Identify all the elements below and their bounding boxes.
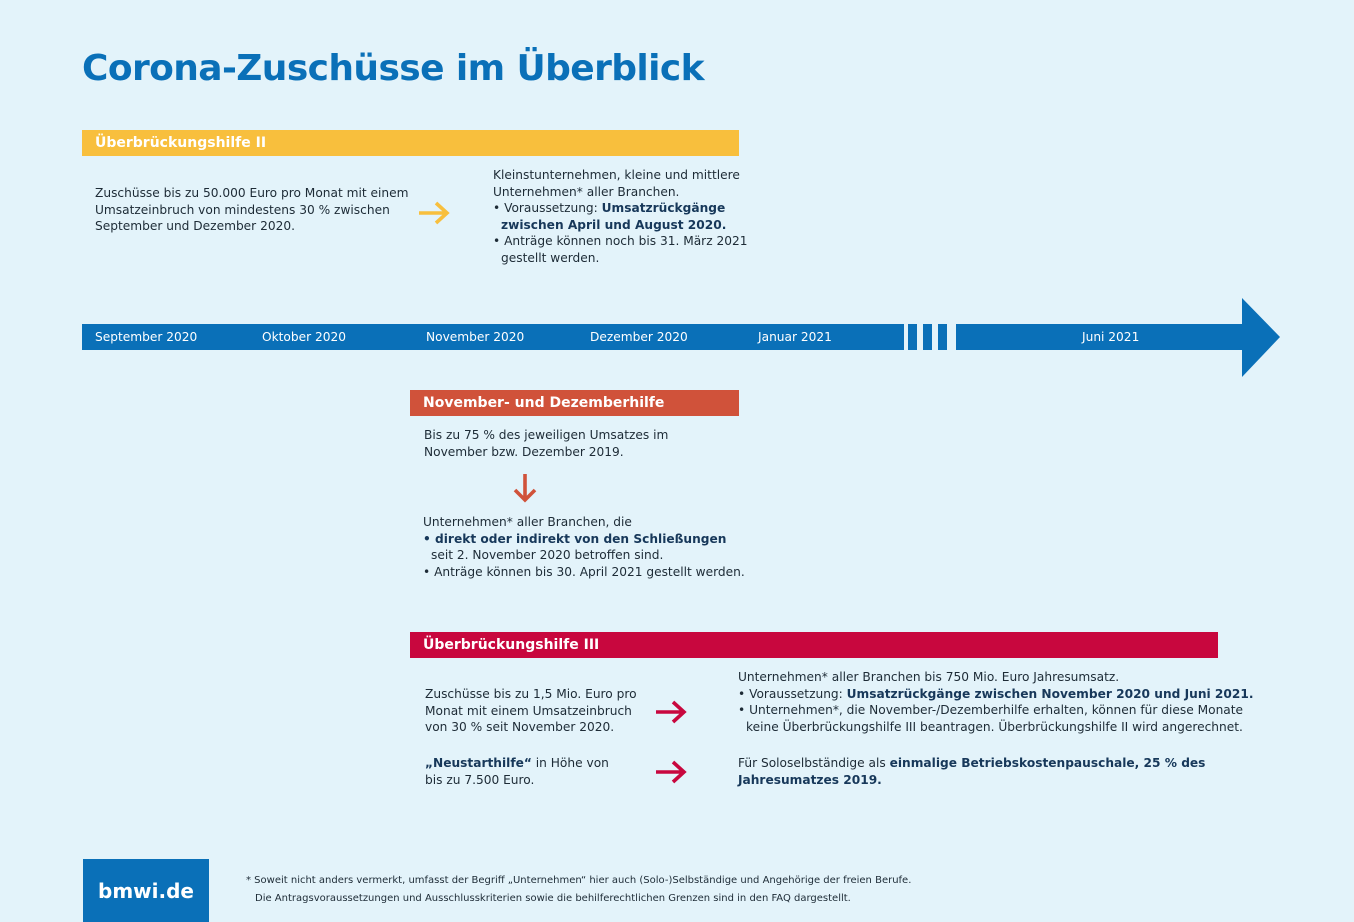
section-header-label: Überbrückungshilfe III — [423, 637, 600, 653]
text-line: Für Soloselbständige als einmalige Betriebskostenpauschale, 25 % des — [738, 756, 1206, 770]
footnote: Die Antragsvoraussetzungen und Ausschlusskriterien sowie die behilferechtlichen Grenzen sind in den FAQ dargestellt. — [255, 893, 851, 904]
arrow-down-icon — [511, 472, 539, 504]
text-line: von 30 % seit November 2020. — [425, 720, 615, 734]
timeline-label-dezember-2020: Dezember 2020 — [590, 330, 688, 344]
section-header-label: Überbrückungshilfe II — [95, 135, 267, 151]
section3-right2-text — [738, 755, 1205, 788]
text-line: Unternehmen* aller Branchen bis 750 Mio. Euro Jahresumsatz. — [738, 670, 1120, 684]
text-line: Zuschüsse bis zu 50.000 Euro pro Monat mit einem — [95, 186, 409, 200]
closure-bullet: • direkt oder indirekt von den Schließungen — [423, 531, 727, 546]
text-line: September und Dezember 2020. — [95, 219, 295, 233]
deadline-bullet-cont: gestellt werden. — [501, 250, 600, 265]
text-line: Unternehmen* aller Branchen, die — [423, 515, 632, 529]
exclusion-bullet-cont: keine Überbrückungshilfe III beantragen. Überbrückungshilfe II wird angerechnet. — [746, 719, 1243, 734]
text-line: Zuschüsse bis zu 1,5 Mio. Euro pro — [425, 687, 637, 701]
text-line: Bis zu 75 % des jeweiligen Umsatzes im — [424, 428, 669, 442]
timeline-label-september-2020: September 2020 — [95, 330, 198, 344]
requirement-bullet: • Voraussetzung: Umsatzrückgänge — [493, 201, 726, 215]
closure-bullet-cont: seit 2. November 2020 betroffen sind. — [431, 548, 664, 562]
section-header-november-dezemberhilfe — [410, 390, 739, 416]
footnote: * Soweit nicht anders vermerkt, umfasst der Begriff „Unternehmen“ hier auch (Solo-)Selbständige und Angehörige der freien Berufe. — [246, 875, 912, 886]
deadline-bullet: • Anträge können noch bis 31. März 2021 — [493, 234, 748, 248]
text-line: Umsatzeinbruch von mindestens 30 % zwischen — [95, 202, 390, 217]
text-line: bis zu 7.500 Euro. — [425, 772, 535, 787]
section1-left-text — [95, 185, 409, 235]
bmwi-logo[interactable] — [83, 859, 209, 922]
section-header-ueberbrueckungshilfe-2 — [82, 130, 739, 156]
text-line: Jahresumatzes 2019. — [738, 772, 882, 787]
arrow-right-icon — [654, 759, 688, 785]
text-line: Monat mit einem Umsatzeinbruch — [425, 703, 632, 718]
footer-notes — [246, 872, 911, 908]
timeline-label-januar-2021: Januar 2021 — [758, 330, 832, 344]
logo-text: bmwi.de — [98, 878, 194, 903]
arrow-right-icon — [654, 699, 688, 725]
text-line: „Neustarthilfe“ in Höhe von — [425, 756, 609, 770]
requirement-bullet: • Voraussetzung: Umsatzrückgänge zwischen November 2020 und Juni 2021. — [738, 686, 1254, 701]
section3-left1-text — [425, 686, 637, 736]
timeline-label-november-2020: November 2020 — [426, 330, 525, 344]
section2-top-text — [424, 427, 668, 460]
section-header-ueberbrueckungshilfe-3 — [410, 632, 1218, 658]
section2-bottom-text — [423, 514, 745, 580]
page-title: Corona-Zuschüsse im Überblick — [82, 48, 704, 89]
timeline-label-juni-2021: Juni 2021 — [1082, 330, 1140, 344]
requirement-bullet-cont: zwischen April und August 2020. — [501, 217, 727, 232]
section3-left2-text — [425, 755, 609, 788]
deadline-bullet: • Anträge können bis 30. April 2021 gestellt werden. — [423, 564, 745, 579]
exclusion-bullet: • Unternehmen*, die November-/Dezemberhilfe erhalten, können für diese Monate — [738, 703, 1244, 717]
text-line: Kleinstunternehmen, kleine und mittlere — [493, 168, 740, 182]
timeline-label-oktober-2020: Oktober 2020 — [262, 330, 347, 344]
text-line: Unternehmen* aller Branchen. — [493, 184, 680, 199]
text-line: November bzw. Dezember 2019. — [424, 444, 624, 459]
section3-right1-text — [738, 669, 1253, 735]
section1-right-text — [493, 167, 747, 266]
section-header-label: November- und Dezemberhilfe — [423, 395, 665, 411]
arrow-right-icon — [417, 200, 451, 226]
